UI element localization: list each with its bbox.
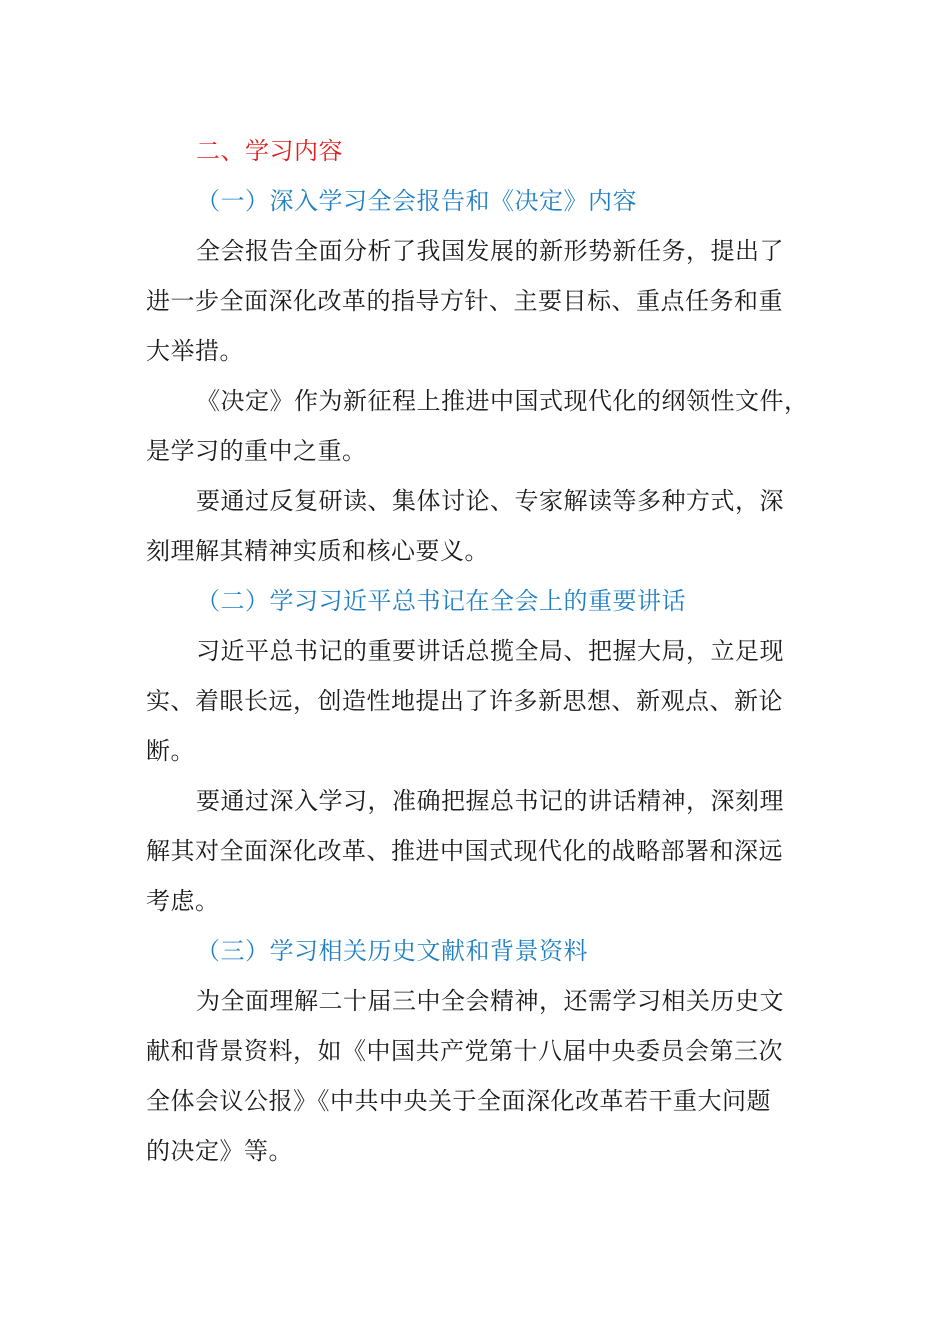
paragraph-line: 全体会议公报》《中共中央关于全面深化改革若干重大问题 xyxy=(146,1087,771,1115)
document-content xyxy=(146,126,809,1176)
paragraph-line: 是学习的重中之重。 xyxy=(146,437,367,465)
paragraph-line: 实、着眼长远，创造性地提出了许多新思想、新观点、新论 xyxy=(146,687,783,715)
paragraph-line: 要通过反复研读、集体讨论、专家解读等多种方式，深 xyxy=(196,487,784,515)
paragraph-decision-importance xyxy=(146,376,809,476)
paragraph-line: 解其对全面深化改革、推进中国式现代化的战略部署和深远 xyxy=(146,837,783,865)
paragraph-study-methods xyxy=(146,476,806,576)
subsection-heading-1: （一）深入学习全会报告和《决定》内容 xyxy=(196,187,637,215)
paragraph-line: 考虑。 xyxy=(146,887,220,915)
paragraph-speech-study xyxy=(146,776,806,926)
paragraph-speech-summary xyxy=(146,626,806,776)
paragraph-historical-documents xyxy=(146,976,806,1176)
paragraph-line: 要通过深入学习，准确把握总书记的讲话精神，深刻理 xyxy=(196,787,784,815)
paragraph-line: 进一步全面深化改革的指导方针、主要目标、重点任务和重 xyxy=(146,287,783,315)
section-heading: 二、学习内容 xyxy=(196,137,343,165)
paragraph-line: 全会报告全面分析了我国发展的新形势新任务，提出了 xyxy=(196,237,784,265)
paragraph-line: 为全面理解二十届三中全会精神，还需学习相关历史文 xyxy=(196,987,784,1015)
subsection-heading-3: （三）学习相关历史文献和背景资料 xyxy=(196,937,588,965)
paragraph-line: 的决定》等。 xyxy=(146,1137,293,1165)
paragraph-line: 断。 xyxy=(146,737,195,765)
paragraph-line: 献和背景资料，如《中国共产党第十八届中央委员会第三次 xyxy=(146,1037,783,1065)
paragraph-line: 刻理解其精神实质和核心要义。 xyxy=(146,537,489,565)
paragraph-line: 《决定》作为新征程上推进中国式现代化的纲领性文件， xyxy=(196,387,809,415)
paragraph-report-analysis xyxy=(146,226,806,376)
paragraph-line: 习近平总书记的重要讲话总揽全局、把握大局，立足现 xyxy=(196,637,784,665)
subsection-heading-2: （二）学习习近平总书记在全会上的重要讲话 xyxy=(196,587,686,615)
paragraph-line: 大举措。 xyxy=(146,337,244,365)
